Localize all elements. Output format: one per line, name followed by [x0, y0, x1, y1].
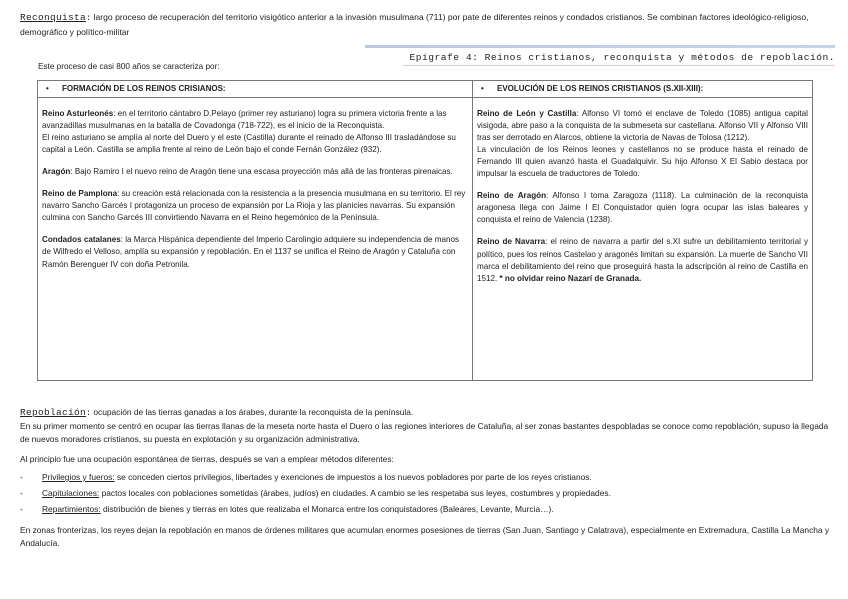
- repoblacion-def-text: ocupación de las tierras ganadas a los árabes, durante la reconquista de la península.: [91, 407, 414, 417]
- kingdom-title: Condados catalanes: [42, 235, 121, 245]
- kingdom-text: El reino asturiano se amplía al norte del Duero y el este (Castilla) durante el reinado de Alfonso III trasladándose su capital a León. Castilla se amplia frente al reino de León bajo el conde Fernán González (932).: [42, 133, 456, 155]
- kingdom-entry: [42, 132, 468, 156]
- epigraph-title: Epígrafe 4: Reinos cristianos, reconquista y métodos de repoblación.: [409, 52, 835, 63]
- kingdom-entry: [477, 108, 808, 144]
- method-text: se conceden ciertos privilegios, libertades y exenciones de impuestos a los nuevos pobladores por parte de los reyes cristianos.: [114, 472, 592, 482]
- kingdom-entry: [477, 236, 808, 284]
- kingdom-text: : el reino de navarra a partir del s.XI sufre un debilitamiento territorial y político, pues los reinos Castelao y aragonés limitan su expansión. La muerte de Sancho VII marca el debilitamiento del reino que proseguirá hasta la adscripción al reino de Castilla en 1512.: [477, 237, 808, 283]
- list-item: [20, 471, 835, 484]
- dash-marker: -: [20, 472, 23, 482]
- kingdom-title: Reino Asturleonés: [42, 109, 114, 119]
- col2-header: [473, 81, 813, 98]
- bullet-icon: •: [481, 84, 484, 93]
- kingdoms-table: [37, 80, 813, 381]
- repoblacion-definition: [20, 406, 835, 420]
- kingdom-entry: [477, 144, 808, 180]
- method-text: distribución de bienes y tierras en lotes que realizaba el Monarca entre los conquistadores (Baleares, Levante, Murcia…).: [100, 504, 554, 514]
- repoblacion-term: Repoblación: [20, 407, 87, 418]
- kingdom-title: Reino de Pamplona: [42, 189, 118, 199]
- granada-note: * no olvidar reino Nazarí de Granada.: [499, 273, 642, 283]
- repoblacion-section: [20, 406, 835, 550]
- kingdom-title: Reino de León y Castilla: [477, 109, 577, 119]
- col1-header: [38, 81, 473, 98]
- kingdom-title: Reino de Aragón: [477, 191, 547, 201]
- repoblacion-paragraph-1: En su primer momento se centró en ocupar las tierras llanas de la meseta norte hasta el Duero o las regiones interiores de Cataluña, al ser zonas bastantes despobladas se conoce como repoblación, supuso la llegada de nuevos moradores cristianos, su puesta en explotación y su organización administrativa.: [20, 421, 829, 444]
- kingdom-text: : Alfonso VI tomó el enclave de Toledo (1085) antigua capital visigoda, abre paso a la conquista de la submeseta sur castellana. Alfonso VII y Alfonso VIII tras ser derrotado en Alarcos, obtiene la victoria de Navas de Tolosa (1212).: [477, 109, 808, 143]
- repoblacion-separator: :: [86, 408, 92, 418]
- kingdom-text: : Bajo Ramiro I el nuevo reino de Aragón tiene una escasa proyección más allá de las fronteras pirenaicas.: [70, 167, 453, 177]
- kingdom-entry: [42, 188, 468, 224]
- dash-marker: -: [20, 488, 23, 498]
- intro-text: largo proceso de recuperación del territorio visigótico anterior a la invasión musulmana (711) por pate de diferentes reinos y condados cristianos. Se combinan factores ideológico-religioso, demográfico y político-militar: [20, 12, 809, 37]
- bullet-icon: •: [46, 84, 49, 93]
- kingdom-entry: [42, 166, 468, 178]
- epigraph-banner: [365, 45, 835, 66]
- lead-text: Este proceso de casi 800 años se caracteriza por:: [38, 62, 220, 71]
- table-header-row: [38, 81, 813, 98]
- intro-separator: :: [86, 13, 92, 23]
- kingdom-text: : en el territorio cántabro D.Pelayo (primer rey asturiano) logra su primera victoria frente a las avanzadillas musulmanas en la batalla de Covadonga (718-722), es el inicio de la Reconquista.: [42, 109, 447, 131]
- list-item: [20, 503, 835, 516]
- dash-marker: -: [20, 504, 23, 514]
- col2-cell: [473, 98, 813, 381]
- kingdom-text: : su creación está relacionada con la resistencia a la presencia musulmana en su territorio. El rey navarro Sancho Garcés I protagoniza un proceso de expansión por La Rioja y las planicies navarras. Su expansión culmina con Sancho Garcés III convirtiendo Navarra en el Reino hegemónico de la Península.: [42, 189, 466, 223]
- kingdom-entry: [477, 190, 808, 226]
- method-name: Privilegios y fueros:: [42, 472, 115, 482]
- list-item: [20, 487, 835, 500]
- kingdom-text: : la Marca Hispánica dependiente del Imperio Carolingio adquiere su independencia de manos de Wilfredo el Velloso, amplía su expansión y repoblación. En el 1137 se unifica el Reino de Aragón y Cataluña con Ramón Berenguer IV con doña Petronila.: [42, 235, 460, 269]
- repoblacion-paragraph-3: En zonas fronterizas, los reyes dejan la repoblación en manos de órdenes militares que acumulan enormes posesiones de tierras (San Juan, Santiago y Calatrava), especialmente en Extremadura, Castilla La Mancha y Andalucía.: [20, 525, 830, 548]
- kingdom-entry: [42, 234, 468, 270]
- kingdom-title: Aragón: [42, 167, 71, 177]
- kingdom-title: Reino de Navarra: [477, 237, 546, 247]
- kingdom-text: : Alfonso I toma Zaragoza (1118). La culminación de la reconquista aragonesa llega con Jaime I El Conquistador quien logra ocupar las islas baleares y conquista el reino de Valencia (1238).: [477, 191, 808, 225]
- epigraph-bottom-rule: [403, 65, 835, 66]
- method-text: pactos locales con poblaciones sometidas (árabes, judíos) en ciudades. A cambio se les respetaba sus leyes, costumbres y propiedades.: [99, 488, 611, 498]
- intro-term: Reconquista: [20, 12, 87, 23]
- table-body-row: [38, 98, 813, 381]
- intro-paragraph: [20, 10, 835, 39]
- kingdom-text: La vinculación de los Reinos leones y castellanos no se produce hasta el reinado de Fernando III quien avanzó hasta el Guadalquivir. Su hijo Alfonso X El Sabio destaca por impulsar la escuela de traductores de Toledo.: [477, 145, 808, 179]
- method-name: Capitulaciones:: [42, 488, 100, 498]
- methods-list: [20, 471, 835, 516]
- col1-header-label: FORMACIÓN DE LOS REINOS CRISIANOS:: [62, 84, 226, 93]
- col1-cell: [38, 98, 473, 381]
- kingdom-entry: [42, 108, 468, 132]
- repoblacion-paragraph-2: Al principio fue una ocupación espontánea de tierras, después se van a emplear métodos diferentes:: [20, 454, 394, 464]
- col2-header-label: EVOLUCIÓN DE LOS REINOS CRISTIANOS (S.XII-XIII):: [497, 84, 704, 93]
- method-name: Repartimientos:: [42, 504, 101, 514]
